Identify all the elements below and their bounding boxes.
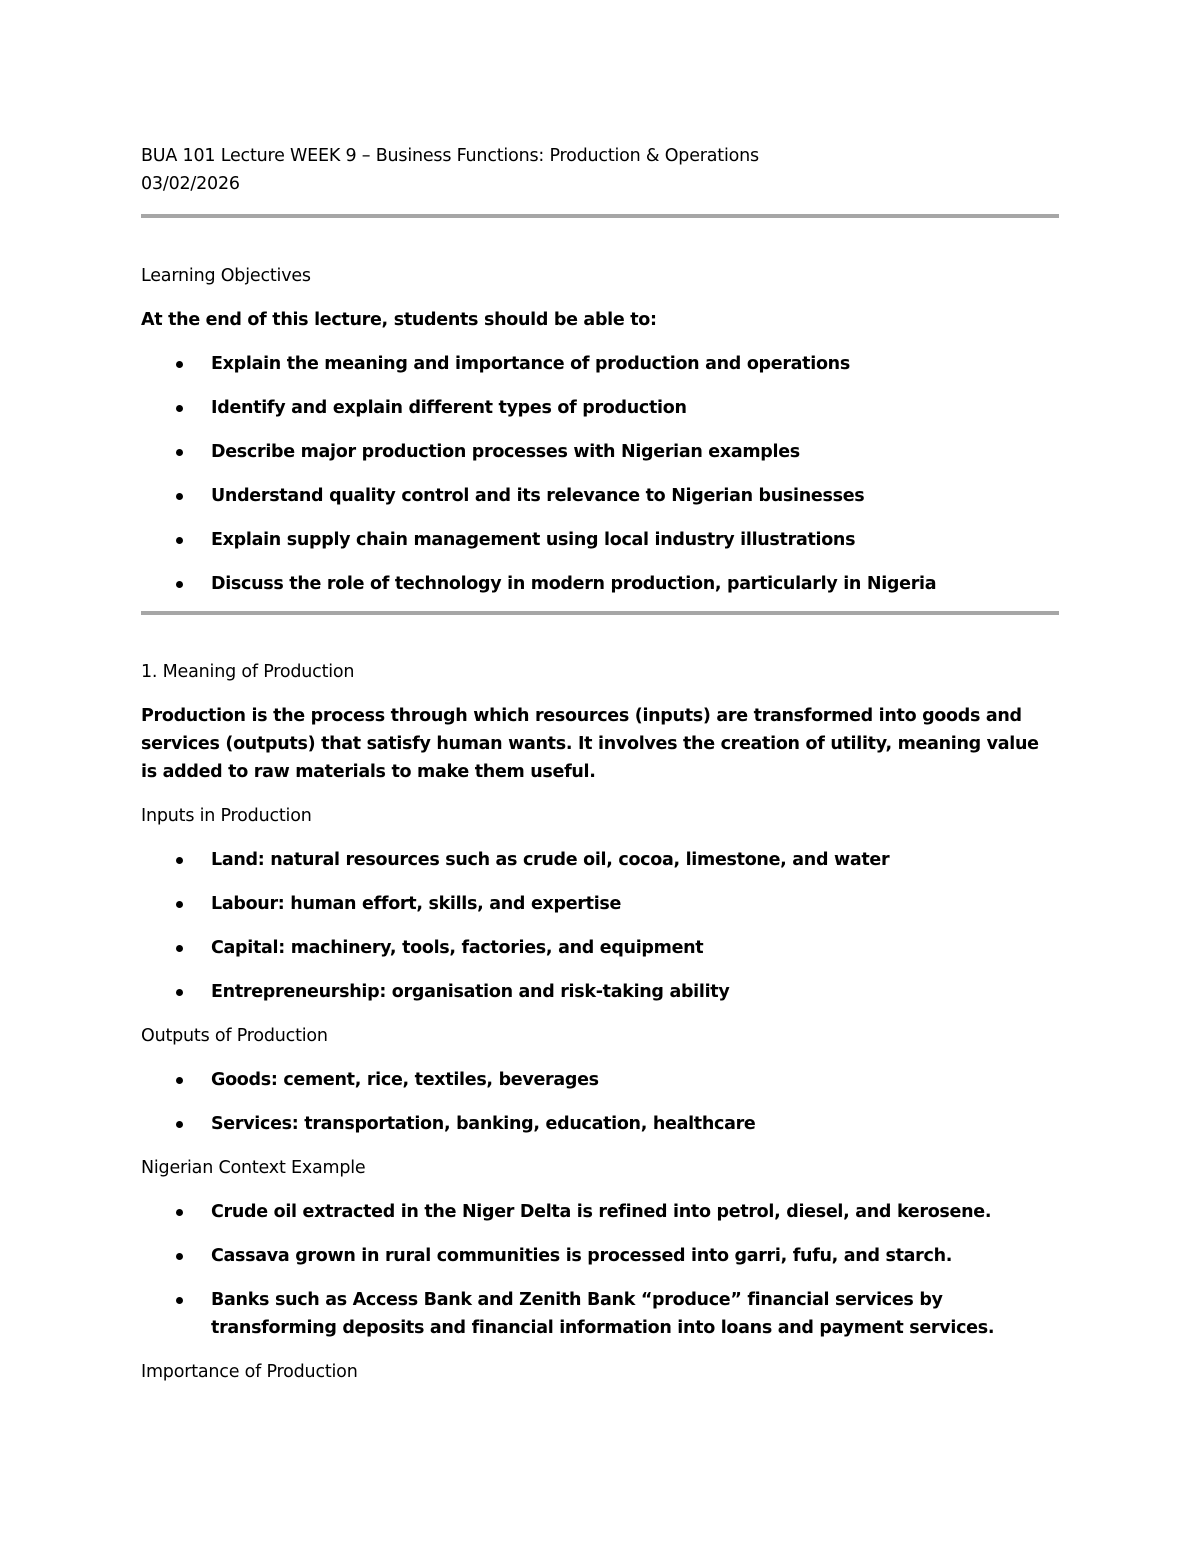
list-item: Explain supply chain management using local industry illustrations — [141, 526, 1059, 554]
bullet-icon — [176, 945, 183, 952]
document-page — [141, 142, 1059, 1386]
outputs-list — [141, 1066, 1059, 1138]
objectives-intro: At the end of this lecture, students should be able to: — [141, 310, 657, 330]
section-heading: 1. Meaning of Production — [141, 662, 355, 682]
bullet-icon — [176, 901, 183, 908]
list-item: Describe major production processes with Nigerian examples — [141, 438, 1059, 466]
list-item: Banks such as Access Bank and Zenith Bank “produce” financial services by transforming deposits and financial information into loans and payment services. — [141, 1286, 1059, 1342]
bullet-icon — [176, 1121, 183, 1128]
list-item: Services: transportation, banking, education, healthcare — [141, 1110, 1059, 1138]
bullet-icon — [176, 449, 183, 456]
list-item: Entrepreneurship: organisation and risk-taking ability — [141, 978, 1059, 1006]
lecture-date: 03/02/2026 — [141, 174, 240, 194]
bullet-icon — [176, 1253, 183, 1260]
list-item: Identify and explain different types of production — [141, 394, 1059, 422]
bullet-icon — [176, 581, 183, 588]
bullet-icon — [176, 989, 183, 996]
objectives-list — [141, 350, 1059, 598]
inputs-list — [141, 846, 1059, 1006]
bullet-icon — [176, 1077, 183, 1084]
list-item: Crude oil extracted in the Niger Delta is refined into petrol, diesel, and kerosene. — [141, 1198, 1059, 1226]
list-item: Explain the meaning and importance of production and operations — [141, 350, 1059, 378]
inputs-heading: Inputs in Production — [141, 806, 312, 826]
bullet-icon — [176, 857, 183, 864]
bullet-icon — [176, 361, 183, 368]
list-item: Land: natural resources such as crude oil, cocoa, limestone, and water — [141, 846, 1059, 874]
bullet-icon — [176, 493, 183, 500]
lecture-title: BUA 101 Lecture WEEK 9 – Business Functions: Production & Operations — [141, 146, 759, 166]
context-heading: Nigerian Context Example — [141, 1158, 366, 1178]
bullet-icon — [176, 1209, 183, 1216]
importance-heading: Importance of Production — [141, 1362, 358, 1382]
bullet-icon — [176, 1297, 183, 1304]
context-list — [141, 1198, 1059, 1342]
bullet-icon — [176, 537, 183, 544]
list-item: Labour: human effort, skills, and expertise — [141, 890, 1059, 918]
production-definition: Production is the process through which resources (inputs) are transformed into goods and services (outputs) that satisfy human wants. It involves the creation of utility, meaning value is added to raw materials to make them useful. — [141, 706, 1039, 782]
list-item: Goods: cement, rice, textiles, beverages — [141, 1066, 1059, 1094]
bullet-icon — [176, 405, 183, 412]
outputs-heading: Outputs of Production — [141, 1026, 328, 1046]
list-item: Cassava grown in rural communities is processed into garri, fufu, and starch. — [141, 1242, 1059, 1270]
list-item: Capital: machinery, tools, factories, and equipment — [141, 934, 1059, 962]
list-item: Discuss the role of technology in modern production, particularly in Nigeria — [141, 570, 1059, 598]
list-item: Understand quality control and its relevance to Nigerian businesses — [141, 482, 1059, 510]
objectives-heading: Learning Objectives — [141, 266, 311, 286]
